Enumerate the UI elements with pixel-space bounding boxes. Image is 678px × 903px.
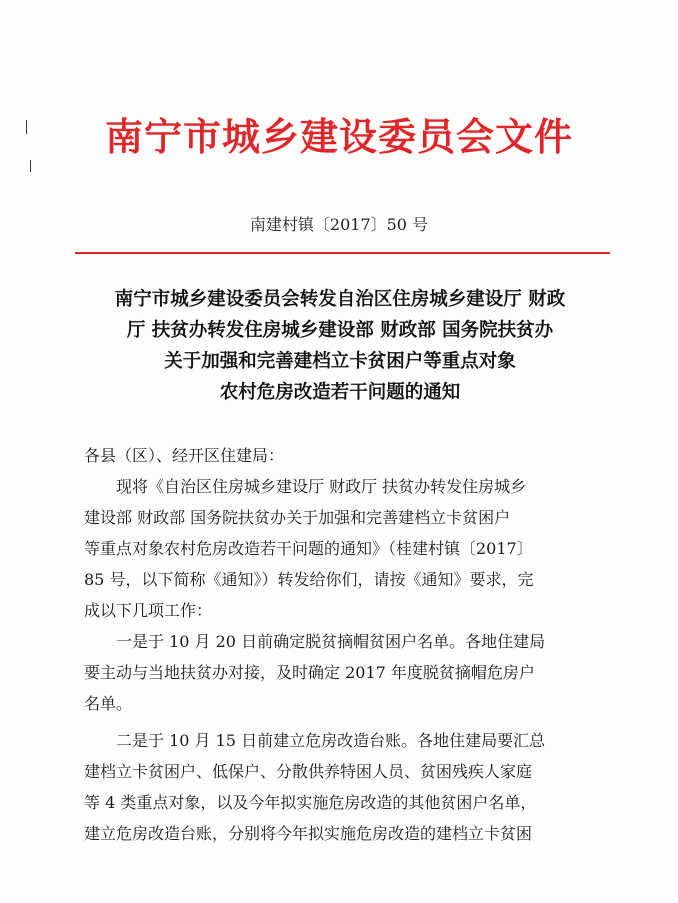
paragraph-line: 等 4 类重点对象，以及今年拟实施危房改造的其他贫困户名单， [84, 793, 537, 812]
document-number: 南建村镇〔2017〕50 号 [249, 215, 429, 234]
notice-title-line: 厅 扶贫办转发住房城乡建设部 财政部 国务院扶贫办 [126, 320, 554, 341]
notice-title [80, 284, 600, 408]
paragraph-forwarding [84, 471, 596, 626]
paragraph-line: 现将《自治区住房城乡建设厅 财政厅 扶贫办转发住房城乡 [116, 477, 527, 496]
paragraph-line: 要主动与当地扶贫办对接，及时确定 2017 年度脱贫摘帽危房户 [84, 663, 535, 682]
paragraph-task-two [84, 725, 596, 849]
paragraph-line: 建设部 财政部 国务院扶贫办关于加强和完善建档立卡贫困户 [84, 508, 511, 527]
notice-title-line: 关于加强和完善建档立卡贫困户等重点对象 [164, 351, 516, 372]
paragraph-line: 成以下几项工作： [84, 601, 213, 620]
paragraph-line: 建立危房改造台账，分别将今年拟实施危房改造的建档立卡贫困 [84, 824, 533, 843]
notice-title-line: 南宁市城乡建设委员会转发自治区住房城乡建设厅 财政 [114, 289, 566, 310]
salutation: 各县（区）、经开区住建局： [84, 446, 285, 465]
paragraph-line: 名单。 [84, 694, 133, 713]
document-body [84, 440, 596, 849]
notice-title-line: 农村危房改造若干问题的通知 [219, 382, 461, 403]
paragraph-line: 一是于 10 月 20 日前确定脱贫摘帽贫困户名单。各地住建局 [116, 632, 546, 651]
paragraph-task-one [84, 626, 596, 719]
issuing-authority-title: 南宁市城乡建设委员会文件 [104, 114, 573, 159]
paragraph-line: 等重点对象农村危房改造若干问题的通知》（桂建村镇〔2017〕 [84, 539, 533, 558]
paragraph-line: 85 号，以下简称《通知》）转发给你们，请按《通知》要求，完 [84, 570, 534, 589]
red-divider-line [75, 252, 610, 254]
paragraph-line: 二是于 10 月 15 日前建立危房改造台账。各地住建局要汇总 [116, 731, 546, 750]
paragraph-line: 建档立卡贫困户、低保户、分散供养特困人员、贫困残疾人家庭 [84, 762, 533, 781]
